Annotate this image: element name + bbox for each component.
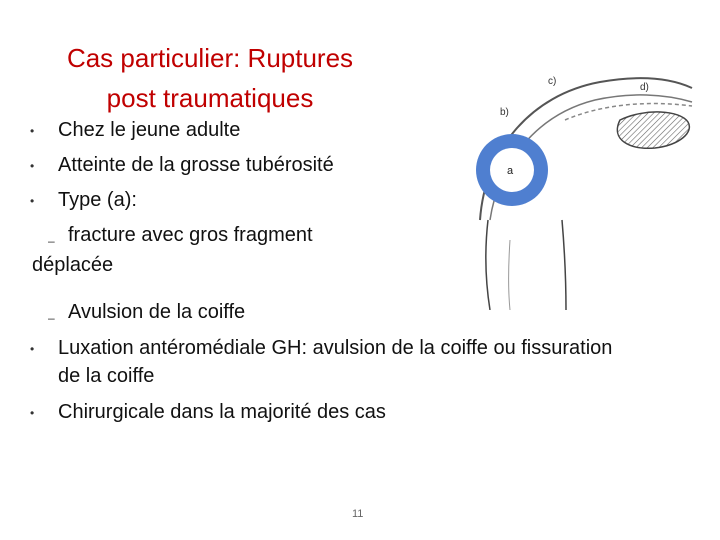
- figure-shaft-left: [486, 220, 490, 310]
- figure-shaft-right: [562, 220, 566, 310]
- bullet-text-continued: de la coiffe: [58, 365, 155, 387]
- slide-title: [20, 38, 400, 118]
- figure-label-b: b): [500, 107, 509, 118]
- bullet-icon: •: [30, 406, 35, 420]
- bullet-text: Chez le jeune adulte: [58, 119, 241, 141]
- title-line-2: post traumatiques: [106, 83, 314, 113]
- bullet-text: Chirurgicale dans la majorité des cas: [58, 401, 386, 423]
- shoulder-figure: [470, 70, 700, 310]
- page-number: 11: [352, 508, 364, 520]
- figure-label-a: a: [507, 165, 514, 177]
- dash-icon: –: [48, 234, 55, 248]
- figure-label-c: c): [548, 76, 557, 87]
- sub-item-text-continued: déplacée: [32, 254, 114, 276]
- bullet-icon: •: [30, 342, 35, 356]
- dash-icon: –: [48, 311, 55, 325]
- bullet-text: Type (a):: [58, 189, 137, 211]
- sub-item-text: fracture avec gros fragment: [68, 224, 313, 246]
- bullet-icon: •: [30, 194, 35, 208]
- bullet-text: Atteinte de la grosse tubérosité: [58, 154, 334, 176]
- bullet-text: Luxation antéromédiale GH: avulsion de la coiffe ou fissuration: [58, 337, 613, 359]
- figure-acromion: [617, 112, 689, 148]
- bullet-icon: •: [30, 124, 35, 138]
- figure-shaft-inner: [509, 240, 511, 310]
- title-line-1: Cas particulier: Ruptures: [66, 43, 354, 73]
- sub-item-text: Avulsion de la coiffe: [68, 301, 246, 323]
- bullet-icon: •: [30, 159, 35, 173]
- figure-label-d: d): [640, 82, 649, 93]
